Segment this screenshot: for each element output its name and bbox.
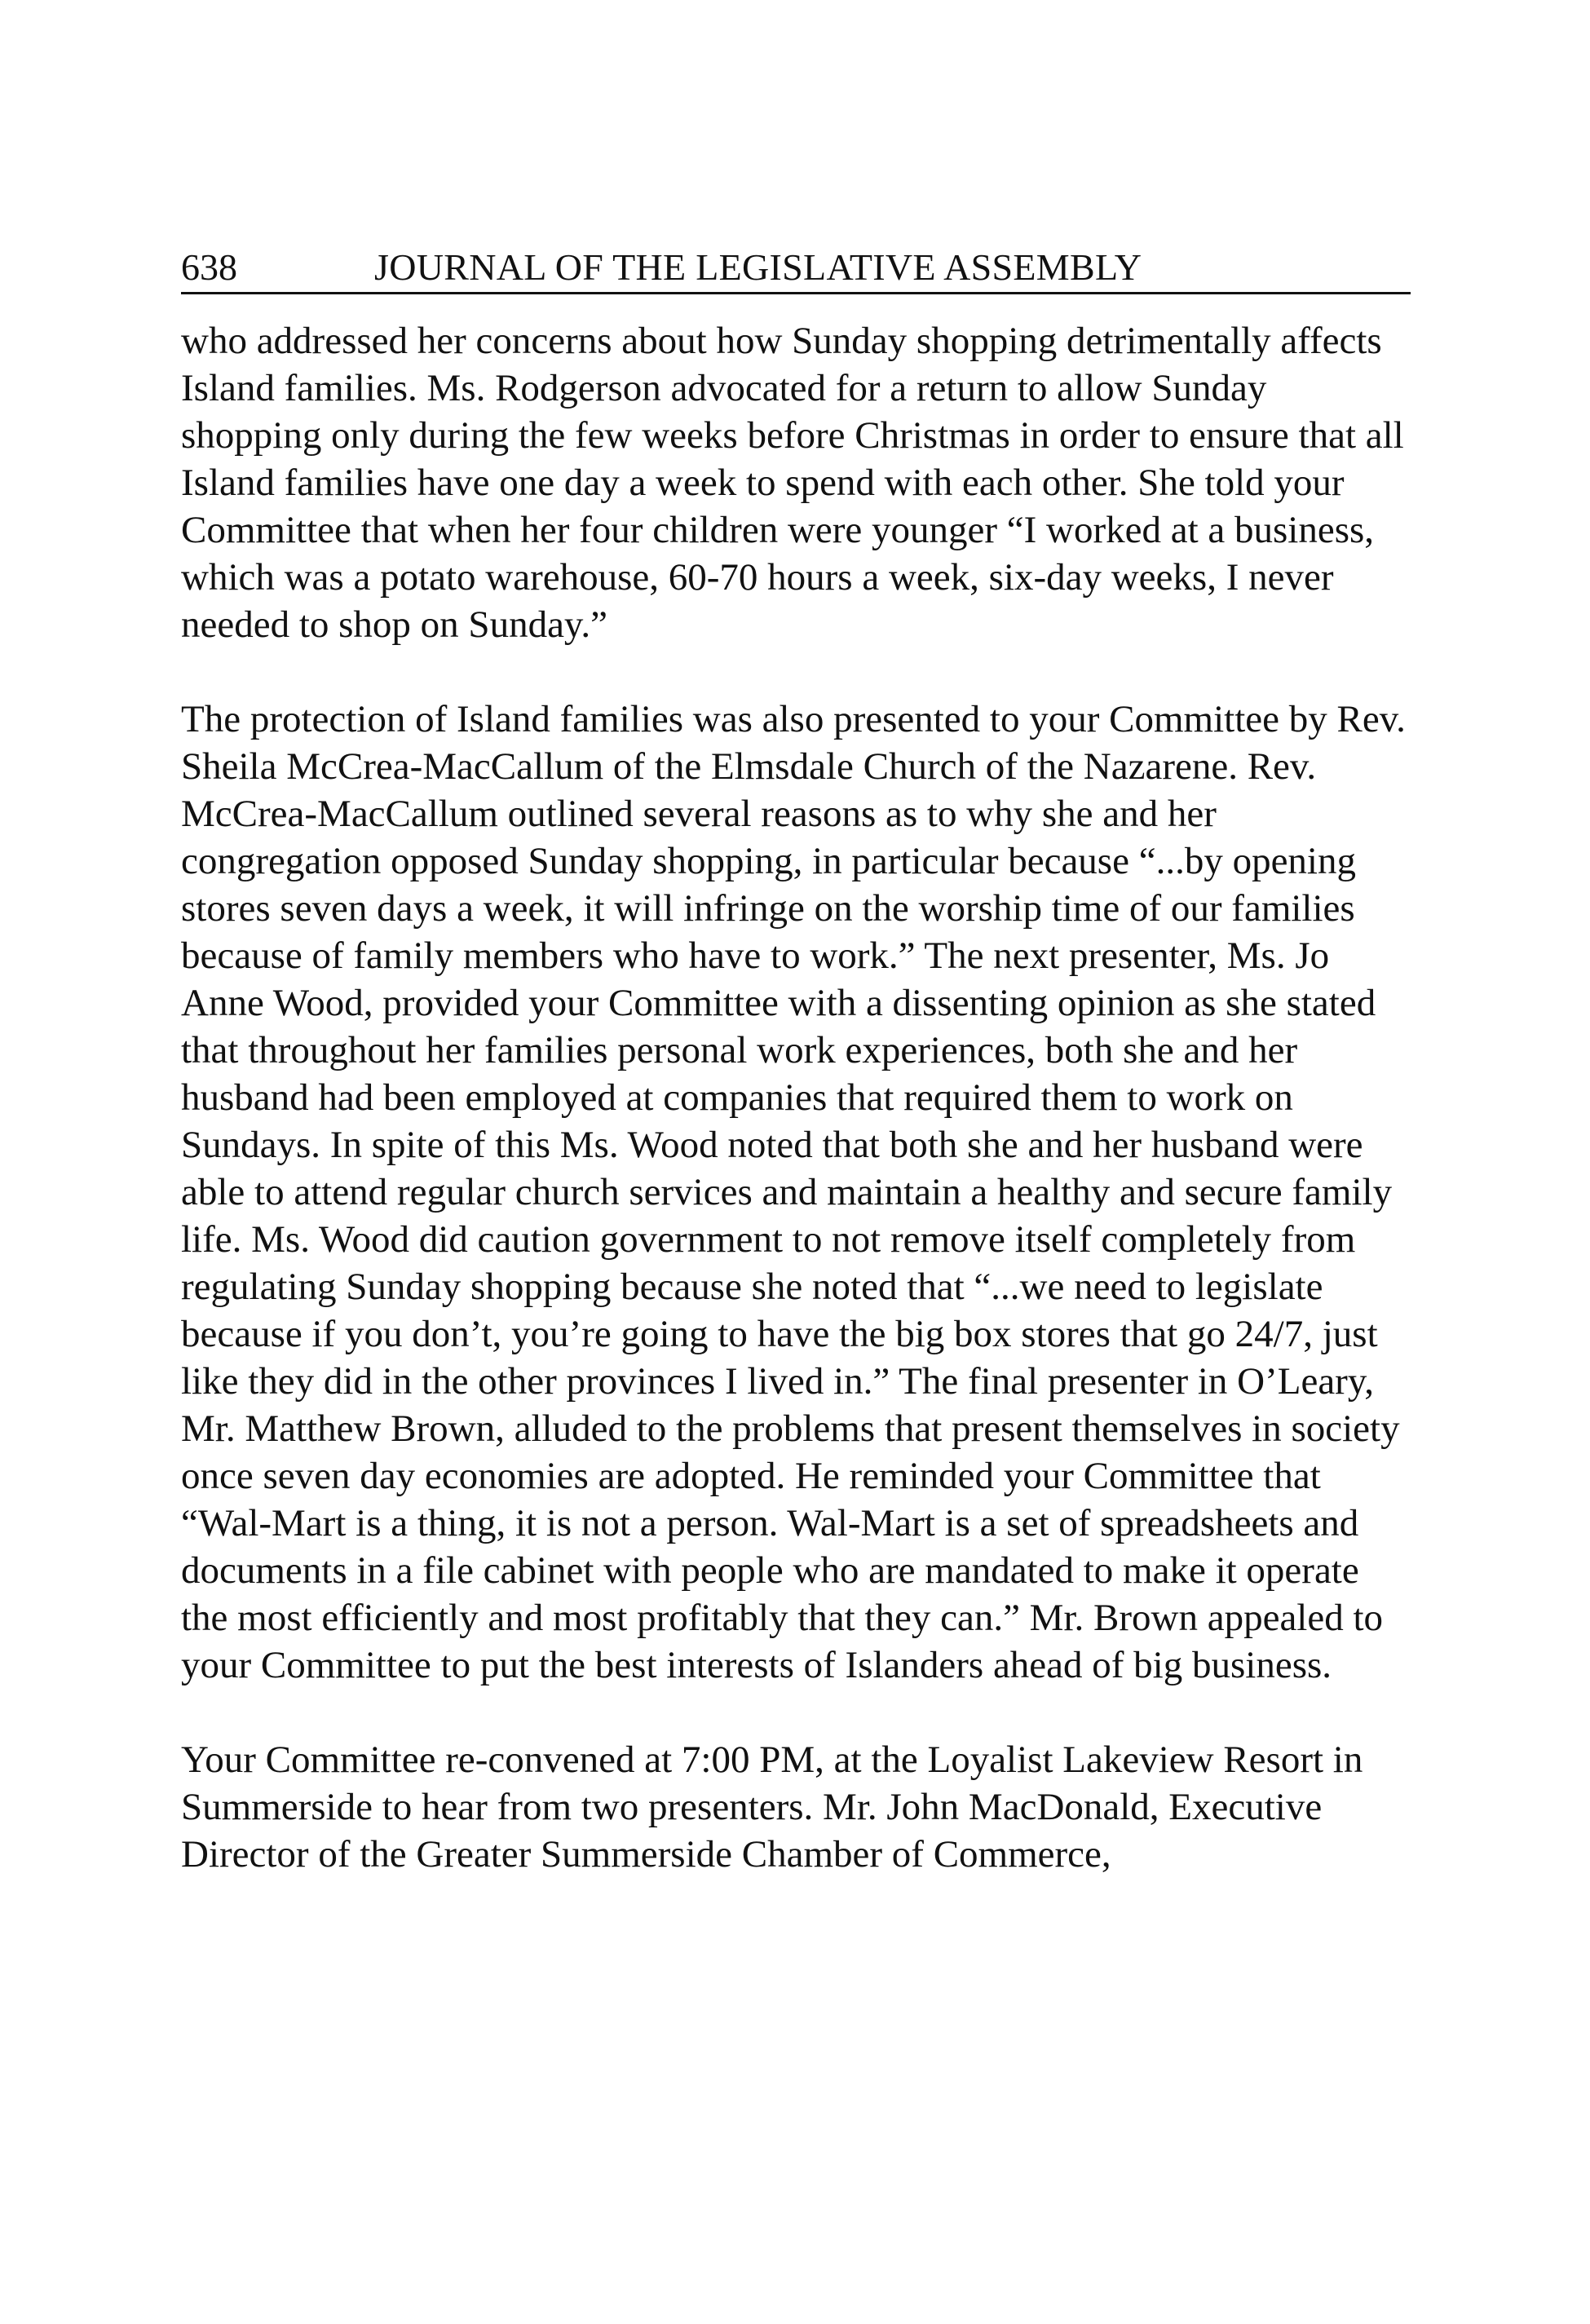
running-header bbox=[181, 245, 1411, 294]
paragraph-3: Your Committee re-convened at 7:00 PM, at the Loyalist Lakeview Resort in Summerside to hear from two presenters. Mr. John MacDonald, Executive Director of the Greater Summerside Chamber of Commerce, bbox=[181, 1739, 1363, 1876]
paragraph-1: who addressed her concerns about how Sunday shopping detrimentally affects Island families. Ms. Rodgerson advocated for a return to allow Sunday shopping only during the few weeks before Christmas in order to ensure that all Island families have one day a week to spend with each other. She told your Committee that when her four children were younger “I worked at a business, which was a potato warehouse, 60-70 hours a week, six-day weeks, I never needed to shop on Sunday.” bbox=[181, 320, 1404, 646]
document-page bbox=[181, 245, 1411, 1878]
page-number: 638 bbox=[181, 246, 237, 288]
paragraph-2: The protection of Island families was also presented to your Committee by Rev. Sheila McCrea-MacCallum of the Elmsdale Church of the Nazarene. Rev. McCrea-MacCallum outlined several reasons as to why she and her congregation opposed Sunday shopping, in particular because “...by opening stores seven days a week, it will infringe on the worship time of our families because of family members who have to work.” The next presenter, Ms. Jo Anne Wood, provided your Committee with a dissenting opinion as she stated that throughout her families personal work experiences, both she and her husband had been employed at companies that required them to work on Sundays. In spite of this Ms. Wood noted that both she and her husband were able to attend regular church services and maintain a healthy and secure family life. Ms. Wood did caution government to not remove itself completely from regulating Sunday shopping because she noted that “...we need to legislate because if you don’t, you’re going to have the big box stores that go 24/7, just like they did in the other provinces I lived in.” The final presenter in O’Leary, Mr. Matthew Brown, alluded to the problems that present themselves in society once seven day economies are adopted. He reminded your Committee that “Wal-Mart is a thing, it is not a person. Wal-Mart is a set of spreadsheets and documents in a file cabinet with people who are mandated to make it operate the most efficiently and most profitably that they can.” Mr. Brown appealed to your Committee to put the best interests of Islanders ahead of big business. bbox=[181, 698, 1406, 1686]
body-text bbox=[181, 317, 1411, 1878]
journal-title: JOURNAL OF THE LEGISLATIVE ASSEMBLY bbox=[374, 246, 1142, 288]
